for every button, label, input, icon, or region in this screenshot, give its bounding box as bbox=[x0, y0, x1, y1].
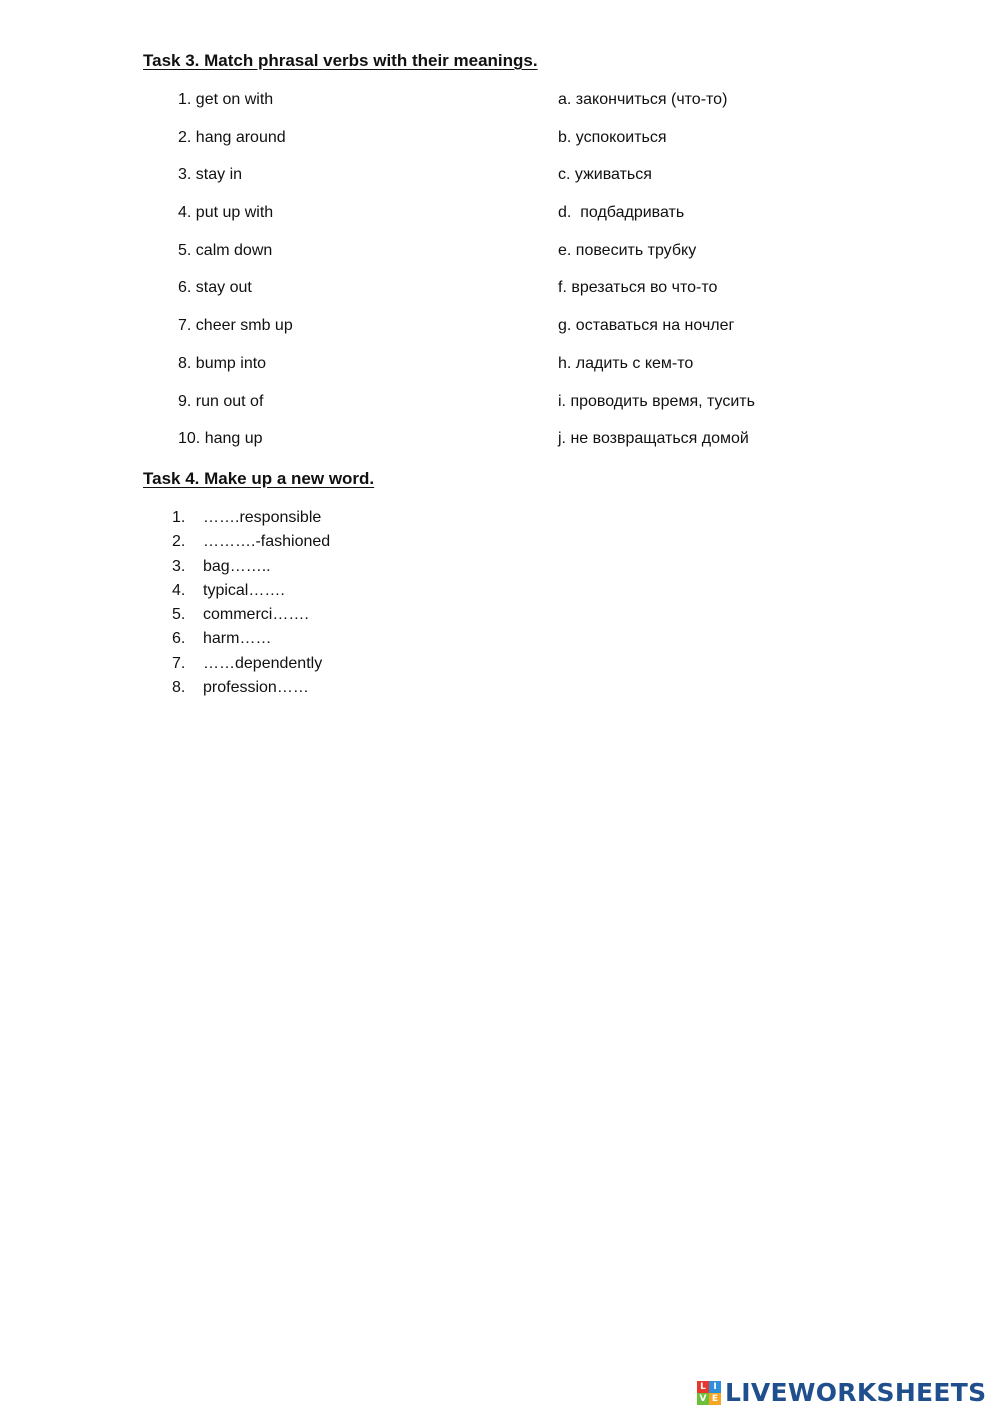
phrasal-verb: 6. stay out bbox=[178, 279, 252, 297]
logo-letter-i: I bbox=[709, 1381, 721, 1393]
logo-letter-e: E bbox=[709, 1393, 721, 1405]
word-gap-text: harm…… bbox=[203, 630, 272, 648]
list-item bbox=[0, 627, 1000, 651]
word-gap-text: commerci……. bbox=[203, 606, 309, 624]
word-gap-text: profession…… bbox=[203, 679, 309, 697]
word-gap-text: typical……. bbox=[203, 581, 285, 599]
task4-heading: Task 4. Make up a new word. bbox=[143, 469, 375, 488]
task3-heading: Task 3. Match phrasal verbs with their meanings. bbox=[143, 51, 538, 70]
phrasal-verb: 5. calm down bbox=[178, 241, 273, 259]
brand-wordmark: LIVEWORKSHEETS bbox=[725, 1378, 987, 1407]
item-number: 3. bbox=[172, 557, 186, 575]
item-number: 6. bbox=[172, 630, 186, 648]
liveworksheets-brand bbox=[697, 1378, 986, 1408]
list-item bbox=[0, 555, 1000, 579]
item-number: 7. bbox=[172, 654, 186, 672]
verb-meaning: i. проводить время, тусить bbox=[558, 392, 755, 410]
verb-meaning: c. уживаться bbox=[558, 166, 652, 184]
word-gap-text: ……….-fashioned bbox=[203, 533, 331, 551]
list-item bbox=[0, 506, 1000, 530]
item-number: 1. bbox=[172, 509, 186, 526]
match-row bbox=[0, 314, 1000, 352]
phrasal-verb: 1. get on with bbox=[178, 91, 274, 108]
word-formation-list bbox=[0, 506, 1000, 700]
match-row bbox=[0, 239, 1000, 277]
phrasal-verb: 8. bump into bbox=[178, 354, 267, 372]
match-row bbox=[0, 88, 1000, 126]
verb-meaning: b. успокоиться bbox=[558, 128, 667, 146]
phrasal-verb-match-list bbox=[0, 88, 1000, 465]
verb-meaning: h. ладить с кем-то bbox=[558, 354, 694, 372]
item-number: 8. bbox=[172, 679, 186, 697]
phrasal-verb: 7. cheer smb up bbox=[178, 317, 293, 335]
phrasal-verb: 10. hang up bbox=[178, 430, 263, 448]
item-number: 5. bbox=[172, 606, 186, 624]
list-item bbox=[0, 603, 1000, 627]
item-number: 2. bbox=[172, 533, 186, 551]
verb-meaning: a. закончиться (что-то) bbox=[558, 91, 728, 108]
phrasal-verb: 2. hang around bbox=[178, 128, 286, 146]
word-gap-text: …….responsible bbox=[203, 509, 322, 526]
logo-letter-v: V bbox=[697, 1393, 709, 1405]
item-number: 4. bbox=[172, 581, 186, 599]
match-row bbox=[0, 352, 1000, 390]
match-row bbox=[0, 163, 1000, 201]
verb-meaning: e. повесить трубку bbox=[558, 241, 697, 259]
list-item bbox=[0, 652, 1000, 676]
verb-meaning: g. оставаться на ночлег bbox=[558, 317, 735, 335]
verb-meaning: f. врезаться во что-то bbox=[558, 279, 718, 297]
verb-meaning: j. не возвращаться домой bbox=[558, 430, 749, 448]
phrasal-verb: 4. put up with bbox=[178, 204, 274, 222]
logo-letter-l: L bbox=[697, 1381, 709, 1393]
match-row bbox=[0, 201, 1000, 239]
list-item bbox=[0, 530, 1000, 554]
word-gap-text: bag…….. bbox=[203, 557, 271, 575]
liveworksheets-logo-icon bbox=[697, 1381, 721, 1405]
verb-meaning: d. подбадривать bbox=[558, 204, 685, 222]
list-item bbox=[0, 676, 1000, 700]
word-gap-text: ……dependently bbox=[203, 654, 323, 672]
match-row bbox=[0, 126, 1000, 164]
match-row bbox=[0, 427, 1000, 465]
list-item bbox=[0, 579, 1000, 603]
phrasal-verb: 3. stay in bbox=[178, 166, 243, 184]
match-row bbox=[0, 390, 1000, 428]
match-row bbox=[0, 276, 1000, 314]
phrasal-verb: 9. run out of bbox=[178, 392, 264, 410]
